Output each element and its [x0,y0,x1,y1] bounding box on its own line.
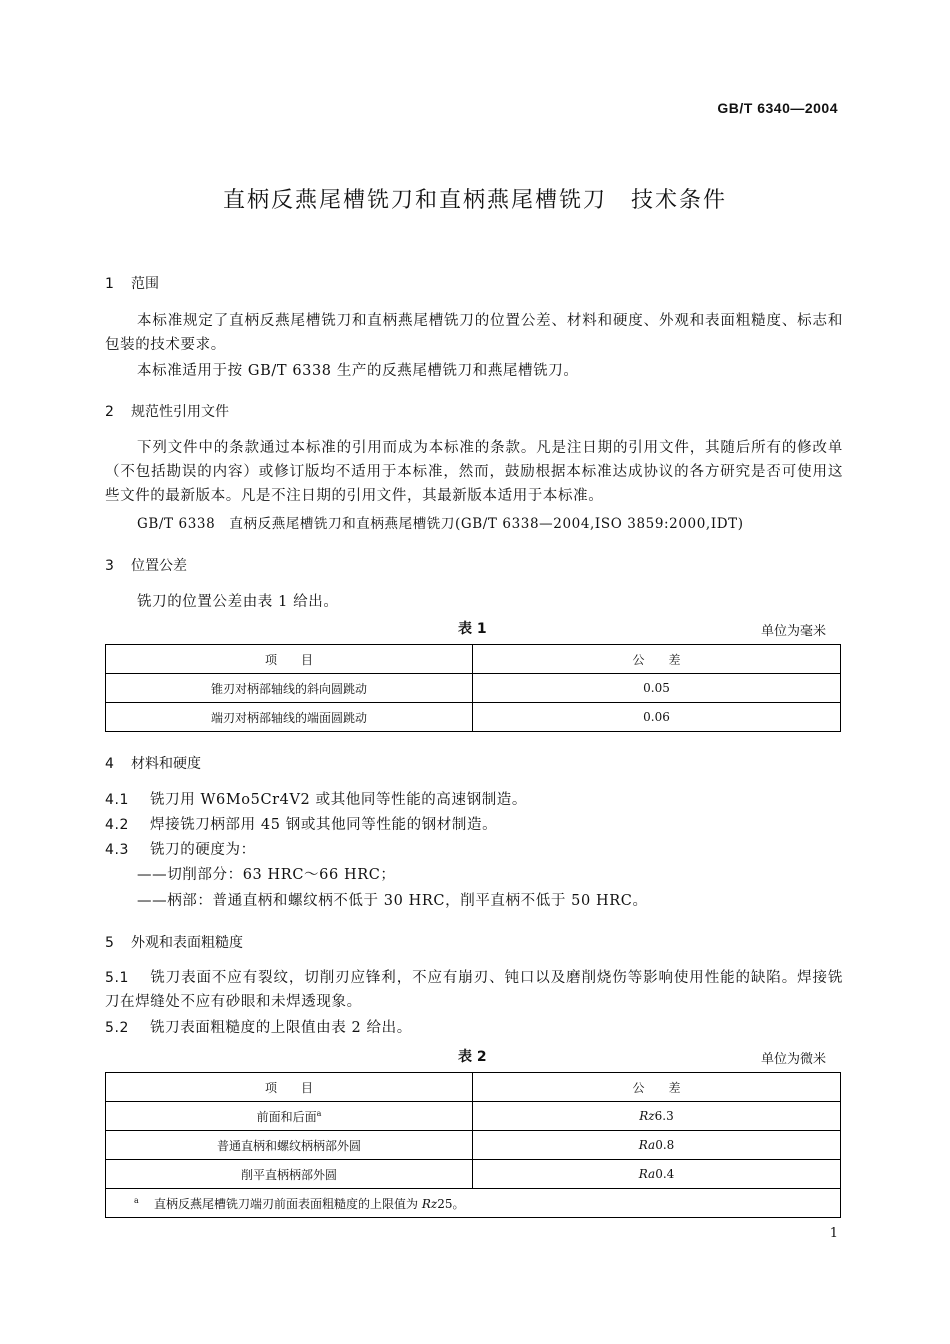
table-cell [106,1160,473,1189]
table-header-cell: 公 差 [473,645,841,674]
clause-number: 4.2 [105,817,130,833]
roughness-symbol: Ra [638,1138,656,1152]
table-cell [473,1131,841,1160]
section-3-para-1: 铣刀的位置公差由表 1 给出。 [137,594,339,610]
table-header-cell: 项 目 [106,645,473,674]
clause-5-2 [105,1016,843,1040]
section-number: 5 [105,935,114,951]
clause-4-3 [105,838,843,862]
table-cell [473,1160,841,1189]
clause-5-1 [105,966,843,1014]
section-1-para-1: 本标准规定了直柄反燕尾槽铣刀和直柄燕尾槽铣刀的位置公差、材料和硬度、外观和表面粗糙度、标志和包装的技术要求。 [105,313,843,353]
section-2-reference: GB/T 6338 直柄反燕尾槽铣刀和直柄燕尾槽铣刀(GB/T 6338—2004,ISO 3859:2000,IDT) [137,516,744,532]
table-1-caption: 表 1 [458,621,487,637]
clause-text: 铣刀表面不应有裂纹，切削刃应锋利，不应有崩刃、钝口以及磨削烧伤等影响使用性能的缺陷。焊接铣刀在焊缝处不应有砂眼和未焊透现象。 [105,970,843,1010]
section-3-heading [105,555,187,575]
table-cell [473,1102,841,1131]
roughness-symbol: Rz [421,1196,438,1211]
table-header-row [106,1073,841,1102]
clause-number: 4.3 [105,842,130,858]
dash-item-2: ——柄部：普通直柄和螺纹柄不低于 30 HRC，削平直柄不低于 50 HRC。 [137,893,648,909]
page-number: 1 [829,1226,838,1241]
section-1-para-2: 本标准适用于按 GB/T 6338 生产的反燕尾槽铣刀和燕尾槽铣刀。 [137,363,579,379]
section-title: 位置公差 [131,558,187,574]
clause-4-2 [105,813,843,837]
section-5-heading [105,932,243,952]
table-row [106,703,841,732]
section-title: 外观和表面粗糙度 [131,935,243,951]
clause-text: 焊接铣刀柄部用 45 钢或其他同等性能的钢材制造。 [150,817,498,833]
table-1-unit: 单位为毫米 [760,624,826,639]
table-header-cell: 项 目 [106,1073,473,1102]
section-number: 3 [105,558,114,574]
clause-number: 4.1 [105,792,130,808]
dash-item-1: ——切削部分：63 HRC～66 HRC； [137,867,396,883]
table-cell-text: 普通直柄和螺纹柄柄部外圆 [216,1138,361,1153]
footnote-text: 直柄反燕尾槽铣刀端刃前面表面粗糙度的上限值为 [154,1196,422,1211]
section-number: 4 [105,756,114,772]
roughness-symbol: Rz [639,1109,655,1123]
section-title: 材料和硬度 [131,756,201,772]
section-4-heading [105,753,201,773]
clause-4-1 [105,788,843,812]
table-row [106,674,841,703]
table-header-cell: 公 差 [473,1073,841,1102]
table-1 [105,644,841,732]
table-cell: 0.05 [473,674,841,703]
roughness-symbol: Ra [638,1167,656,1181]
clause-text: 铣刀表面粗糙度的上限值由表 2 给出。 [150,1020,412,1036]
clause-number: 5.1 [105,970,130,986]
section-1-heading [105,273,159,293]
footnote-marker: a [316,1108,322,1118]
table-row [106,1102,841,1131]
section-2-para-1: 下列文件中的条款通过本标准的引用而成为本标准的条款。凡是注日期的引用文件，其随后所有的修改单（不包括勘误的内容）或修订版均不适用于本标准，然而，鼓励根据本标准达成协议的各方研究是否可使用这些文件的最新版本。凡是不注日期的引用文件，其最新版本适用于本标准。 [105,440,843,504]
section-number: 1 [105,276,114,292]
footnote-marker: a [134,1195,139,1205]
roughness-value: 0.8 [655,1138,675,1152]
clause-text: 铣刀用 W6Mo5Cr4V2 或其他同等性能的高速钢制造。 [150,792,527,808]
section-title: 范围 [131,276,159,292]
table-cell-text: 前面和后面 [256,1109,317,1124]
roughness-value: 6.3 [654,1109,674,1123]
roughness-value: 0.4 [655,1167,675,1181]
clause-number: 5.2 [105,1020,130,1036]
roughness-value: 25。 [437,1196,465,1211]
table-footnote-row [106,1189,841,1218]
table-row [106,1131,841,1160]
table-row [106,1160,841,1189]
standard-code: GB/T 6340—2004 [717,100,838,116]
table-2 [105,1072,841,1218]
table-cell [106,1131,473,1160]
table-cell-text: 削平直柄柄部外圆 [240,1167,337,1182]
table-2-unit: 单位为微米 [760,1052,826,1067]
section-2-heading [105,401,229,421]
clause-text: 铣刀的硬度为： [150,842,256,858]
table-cell: 锥刃对柄部轴线的斜向圆跳动 [106,674,473,703]
section-number: 2 [105,404,114,420]
table-2-caption: 表 2 [458,1049,487,1065]
table-header-row [106,645,841,674]
section-title: 规范性引用文件 [131,404,229,420]
table-cell: 0.06 [473,703,841,732]
document-title: 直柄反燕尾槽铣刀和直柄燕尾槽铣刀 技术条件 [222,188,727,213]
table-footnote [106,1189,841,1218]
table-cell: 端刃对柄部轴线的端面圆跳动 [106,703,473,732]
table-cell [106,1102,473,1131]
